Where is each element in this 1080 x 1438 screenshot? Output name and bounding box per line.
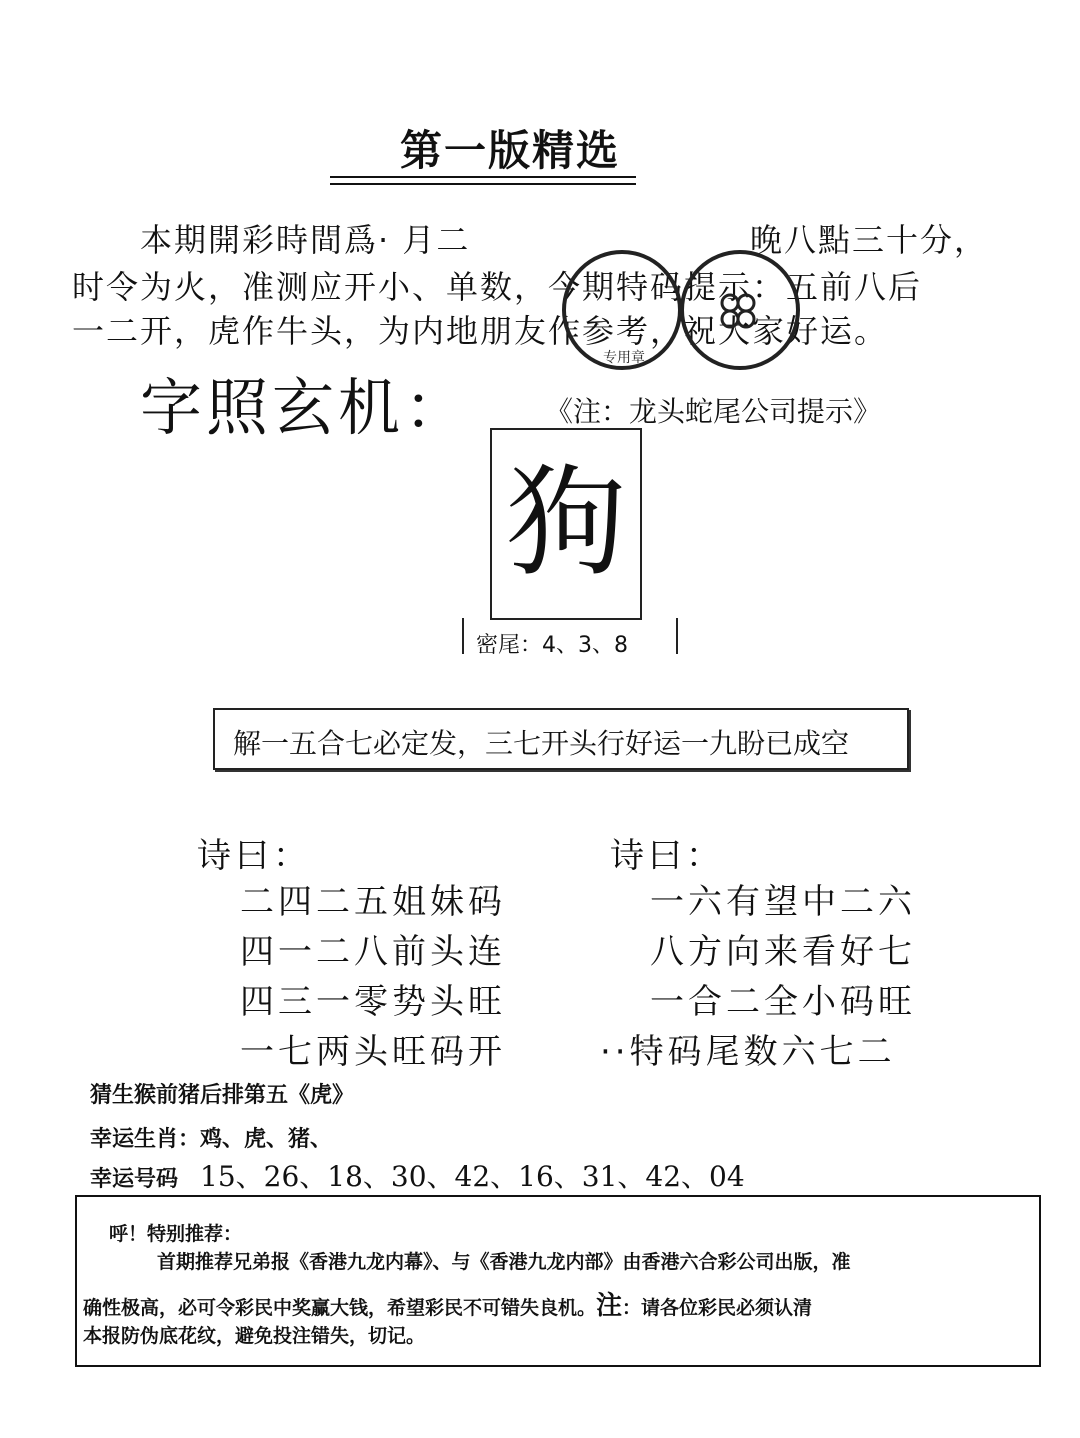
notice-note-mark: 注 bbox=[596, 1291, 623, 1321]
jie-box bbox=[213, 708, 909, 770]
notice-text: ：请各位彩民必须认清 bbox=[622, 1297, 813, 1319]
title-underline bbox=[330, 183, 636, 185]
tip-line: 幸运生肖：鸡、虎、猪、 bbox=[90, 1127, 333, 1152]
intro-line: 一二开，虎作牛头，为内地朋友作参考，祝大家好运。 bbox=[72, 312, 889, 350]
notice-line: 呼！特别推荐： bbox=[109, 1223, 243, 1245]
intro-line: 本期開彩時間爲· 月二 bbox=[140, 221, 471, 259]
poem-line: 一六有望中二六 bbox=[650, 882, 916, 922]
jie-text: 解一五合七必定发，三七开头行好运一九盼已成空 bbox=[233, 727, 850, 760]
notice-line: 本报防伪底花纹，避免投注错失，切记。 bbox=[83, 1325, 426, 1347]
zhao-heading: 字照玄机： bbox=[140, 371, 471, 444]
notice-text: 确性极高，必可令彩民中奖赢大钱，希望彩民不可错失良机。 bbox=[83, 1297, 597, 1319]
mi-wei: 密尾：4、3、8 bbox=[476, 633, 628, 658]
page-title: 第一版精选 bbox=[400, 126, 621, 175]
notice-box bbox=[75, 1195, 1041, 1367]
tip-label: 幸运号码 bbox=[90, 1167, 179, 1192]
poem-label: 诗曰： bbox=[197, 836, 311, 876]
title-underline bbox=[330, 176, 636, 178]
poem-line: 四一二八前头连 bbox=[240, 932, 506, 972]
intro-line: 时令为火，准测应开小、单数，今期特码提示：五前八后 bbox=[72, 268, 923, 306]
zhao-note: 《注：龙头蛇尾公司提示》 bbox=[545, 395, 882, 428]
notice-line: 首期推荐兄弟报《香港九龙内幕》、与《香港九龙内部》由香港六合彩公司出版，准 bbox=[157, 1251, 851, 1273]
seal-stamps bbox=[560, 245, 820, 385]
character-box bbox=[490, 428, 642, 620]
poem-line: 四三一零势头旺 bbox=[240, 982, 506, 1022]
poem-line: 一七两头旺码开 bbox=[240, 1032, 506, 1072]
poem-label: 诗曰： bbox=[610, 836, 724, 876]
lucky-numbers: 15、26、18、30、42、16、31、42、04 bbox=[200, 1160, 745, 1193]
notice-line bbox=[83, 1285, 812, 1322]
poem-line: 二四二五姐妹码 bbox=[240, 882, 506, 922]
stamp-text: 专用章 bbox=[603, 350, 645, 366]
poem-line: 八方向来看好七 bbox=[650, 932, 916, 972]
intro-line: 晚八點三十分， bbox=[750, 221, 989, 259]
poem-line: 一合二全小码旺 bbox=[650, 982, 916, 1022]
riddle-character: 狗 bbox=[506, 454, 626, 593]
tip-line: 猜生猴前猪后排第五《虎》 bbox=[90, 1083, 355, 1108]
mi-wei-box bbox=[462, 618, 678, 658]
poem-line: ··特码尾数六七二 bbox=[600, 1032, 896, 1072]
